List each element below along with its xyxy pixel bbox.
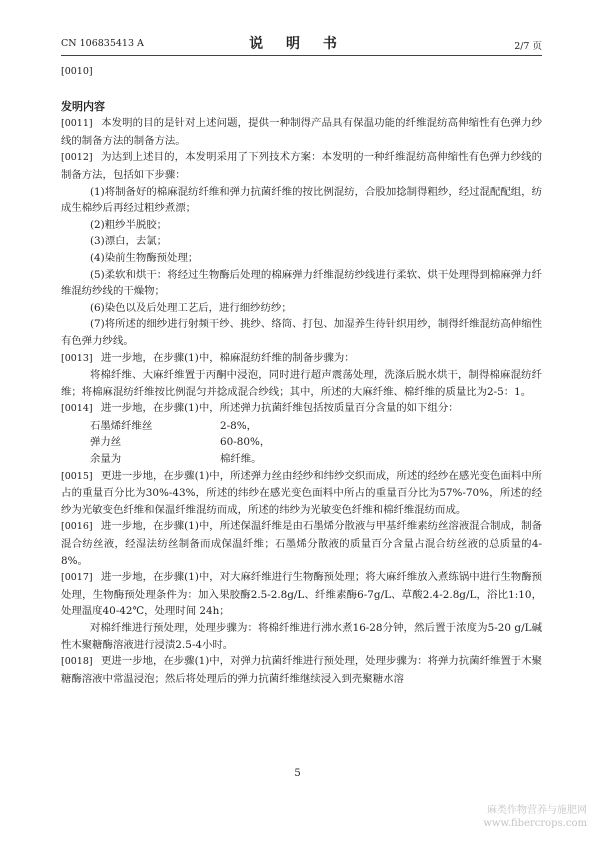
document-title: 说 明 书 [249, 36, 346, 52]
watermark [483, 804, 587, 830]
paragraph-text: 更进一步地，在步骤(1)中，所述弹力丝由经纱和纬纱交织而成，所述的经纱在感光变色面料中所占的重量百分比为30%-43%，所述的纬纱在感光变色面料中所占的重量百分比为57%-70%，所述的经纱为光敏变色纤维和保温纤维混纺而成，所述的纬纱为光敏变色纤维和棉纤维混纺而成。 [61, 469, 542, 516]
step-3: (3)漂白，去氯； [90, 235, 168, 248]
document-body [61, 63, 542, 687]
component-name: 石墨烯纤维丝 [90, 419, 153, 432]
paragraph-0013 [61, 350, 542, 368]
paragraph-0015 [61, 468, 542, 519]
paragraph-0017-body: 对棉纤维进行预处理，处理步骤为：将棉纤维进行沸水煮16-28分钟，然后置于浓度为5-20 g/L碱性木聚糖酶溶液进行浸渍2.5-4小时。 [61, 622, 542, 651]
paragraph-text: 本发明的目的是针对上述问题，提供一种制得产品具有保温功能的纤维混纺高伸缩性有色弹力纱线的制备方法的制备方法。 [61, 117, 542, 147]
watermark-line-2: www.fibercrops.com [483, 818, 587, 829]
component-row [61, 418, 542, 435]
page-number: 5 [294, 768, 301, 779]
paragraph-text: 进一步地，在步骤(1)中，棉麻混纺纤维的制备步骤为： [101, 351, 355, 364]
header-rule [61, 55, 542, 56]
paragraph-0016 [61, 518, 542, 569]
paragraph-0014 [61, 400, 542, 418]
component-value: 棉纤维。 [220, 453, 262, 466]
paragraph-number: [0011] [61, 118, 93, 130]
paragraph-text: 更进一步地，在步骤(1)中，对弹力抗菌纤维进行预处理，处理步骤为：将弹力抗菌纤维置于木聚糖酶溶液中常温浸泡；然后将处理后的弹力抗菌纤维继续浸入到壳聚糖水溶 [61, 655, 542, 685]
paragraph-text: 进一步地，在步骤(1)中，对大麻纤维进行生物酶预处理；将大麻纤维放入煮练锅中进行生物酶预处理，生物酶预处理条件为：加入果胶酶2.5-2.8g/L、纤维素酶6-7g/L、草酸2.4-2.8g/L，浴比1:10，处理温度40-42℃，处理时间 24h； [61, 571, 542, 618]
paragraph-text: 进一步地，在步骤(1)中，所述弹力抗菌纤维包括按质量百分含量的如下组分： [101, 402, 459, 415]
paragraph-number: [0018] [61, 656, 93, 668]
paragraph-number: [0013] [61, 352, 93, 364]
paragraph-0013-body: 将棉纤维、大麻纤维置于丙酮中浸泡，同时进行超声震荡处理，洗涤后脱水烘干，制得棉麻混纺纤维；将棉麻混纺纤维按比例混匀并捻成混合纱线；其中，所述的大麻纤维、棉纤维的质量比为2-5：1。 [61, 369, 542, 398]
paragraph-number: [0015] [61, 470, 93, 482]
paragraph-0010 [61, 63, 542, 81]
patent-number: CN 106835413 A [61, 38, 144, 49]
paragraph-number: [0014] [61, 403, 93, 415]
paragraph-number: [0017] [61, 572, 93, 584]
paragraph-0011 [61, 115, 542, 149]
step-2: (2)粗纱半脱胶； [90, 218, 168, 231]
component-name: 余量为 [90, 453, 122, 466]
component-row [61, 451, 542, 468]
component-name: 弹力丝 [90, 436, 122, 449]
paragraph-0017 [61, 569, 542, 620]
page-info: 2/7 页 [514, 41, 542, 52]
step-1: (1)将制备好的棉麻混纺纤维和弹力抗菌纤维的按比例混纺，合股加捻制得粗纱，经过混配配组，纺成生棉纱后再经过粗纱煮漂； [61, 185, 542, 215]
step-5: (5)柔软和烘干：将经过生物酶后处理的棉麻弹力纤维混纺纱线进行柔软、烘干处理得到棉麻弹力纤维混纺纱线的干燥物； [61, 268, 542, 298]
paragraph-text: 为达到上述目的，本发明采用了下列技术方案：本发明的一种纤维混纺高伸缩性有色弹力纱线的制备方法，包括如下步骤： [61, 151, 542, 181]
component-row [61, 434, 542, 451]
step-6: (6)染色以及后处理工艺后，进行细纱纺纱； [90, 301, 292, 314]
paragraph-number: [0016] [61, 521, 93, 533]
paragraph-0012 [61, 149, 542, 183]
paragraph-text: 进一步地，在步骤(1)中，所述保温纤维是由石墨烯分散液与甲基纤维素纺丝溶液混合制成，制备混合纺丝液，经湿法纺丝制备而成保温纤维；石墨烯分散液的质量百分含量占混合纺丝液的总质量的4-8%。 [61, 520, 542, 567]
component-value: 60-80%， [220, 436, 271, 449]
watermark-line-1: 麻类作物营养与施肥网 [487, 805, 587, 816]
component-value: 2-8%， [220, 419, 257, 432]
step-4: (4)染前生物酶预处理； [90, 251, 199, 264]
paragraph-number: [0012] [61, 152, 93, 164]
paragraph-0018 [61, 653, 542, 687]
step-7: (7)将所述的细纱进行射频干纱、挑纱、络筒、打包、加湿养生待针织用纱，制得纤维混纺高伸缩性有色弹力纱线。 [61, 318, 542, 347]
section-title: 发明内容 [61, 99, 105, 113]
paragraph-number: [0010] [61, 66, 93, 77]
